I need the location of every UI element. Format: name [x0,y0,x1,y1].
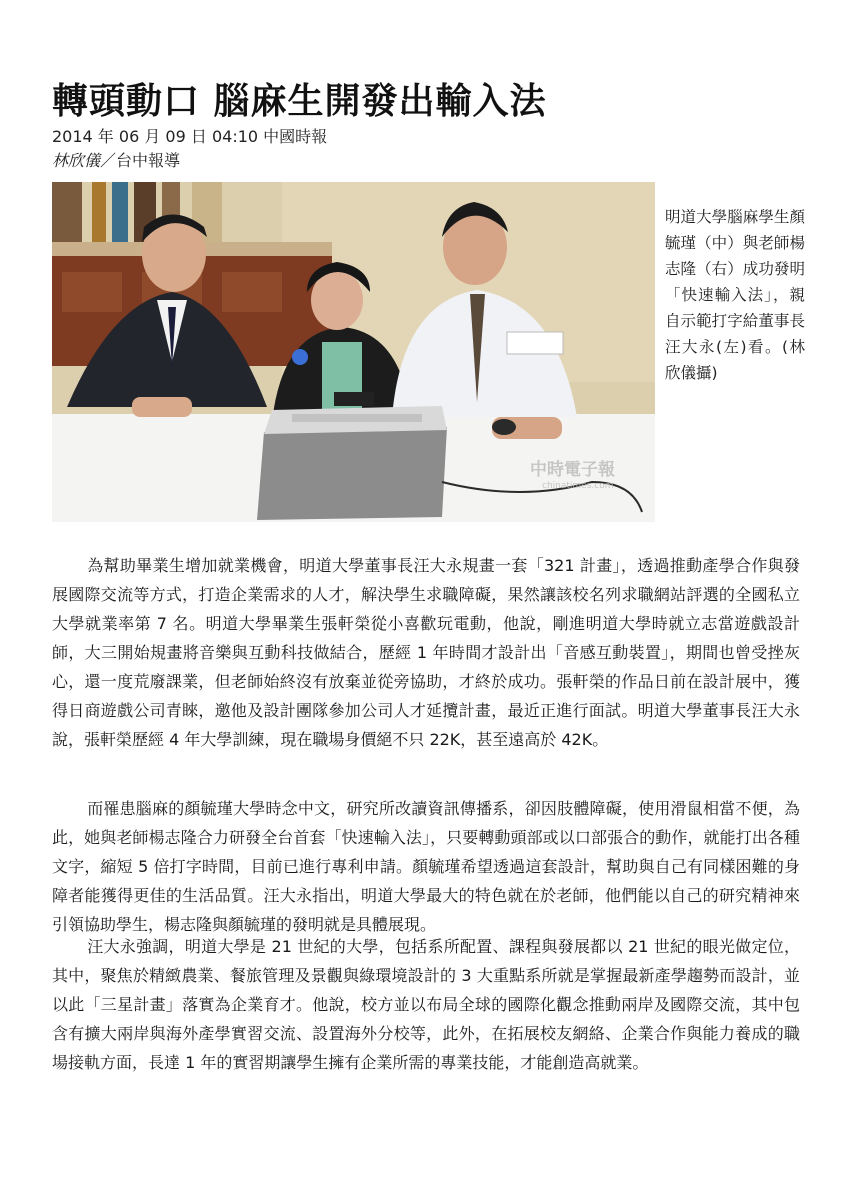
article-dateline: 2014 年 06 月 09 日 04:10 中國時報 [52,127,328,146]
photo-caption: 明道大學腦麻學生顏毓瑾（中）與老師楊志隆（右）成功發明「快速輸入法」，親自示範打字給董事長汪大永(左)看。(林欣儀攝) [665,208,805,382]
photo-watermark: 中時電子報 [530,460,615,480]
byline-location: ／台中報導 [100,151,181,170]
article-paragraph-1: 為幫助畢業生增加就業機會，明道大學董事長汪大永規畫一套「321 計畫」，透過推動產學合作與發展國際交流等方式，打造企業需求的人才，解決學生求職障礙，果然讓該校名列求職網站評選的全國私立大學就業率第 7 名。明道大學畢業生張軒榮從小喜歡玩電動，他說，剛進明道大學時就立志當遊戲設計師，大三開始規畫將音樂與互動科技做結合，歷經 1 年時間才設計出「音感互動裝置」，期間也曾受挫灰心，還一度荒廢課業，但老師始終沒有放棄並從旁協助，才終於成功。張軒榮的作品日前在設計展中，獲得日商遊戲公司青睞，邀他及設計團隊參加公司人才延攬計畫，最近正進行面試。明道大學董事長汪大永說，張軒榮歷經 4 年大學訓練，現在職場身價絕不只 22K，甚至遠高於 42K。 [52,556,800,749]
reporter-name: 林欣儀 [52,151,101,170]
article-byline [52,150,180,172]
article-photo [52,182,655,522]
article-paragraph-3: 汪大永強調，明道大學是 21 世紀的大學，包括系所配置、課程與發展都以 21 世紀的眼光做定位，其中，聚焦於精緻農業、餐旅管理及景觀與綠環境設計的 3 大重點系所就是掌握最新產學趨勢而設計，並以此「三星計畫」落實為企業育才。他說，校方並以布局全球的國際化觀念推動兩岸及國際交流，其中包含有擴大兩岸與海外產學實習交流、設置海外分校等，此外，在拓展校友網絡、企業合作與能力養成的職場接軌方面，長達 1 年的實習期讓學生擁有企業所需的專業技能，才能創造高就業。 [52,937,800,1072]
article-paragraph-2: 而罹患腦麻的顏毓瑾大學時念中文，研究所改讀資訊傳播系，卻因肢體障礙，使用滑鼠相當不便，為此，她與老師楊志隆合力研發全台首套「快速輸入法」，只要轉動頭部或以口部張合的動作，就能打出各種文字，縮短 5 倍打字時間，目前已進行專利申請。顏毓瑾希望透過這套設計，幫助與自己有同樣困難的身障者能獲得更佳的生活品質。汪大永指出，明道大學最大的特色就在於老師，他們能以自己的研究精神來引領協助學生，楊志隆與顏毓瑾的發明就是具體展現。 [52,799,800,934]
photo-watermark-url: chinatimes.com [542,481,614,491]
article-headline: 轉頭動口 腦麻生開發出輸入法 [52,81,547,123]
photo-illustration [52,182,655,522]
